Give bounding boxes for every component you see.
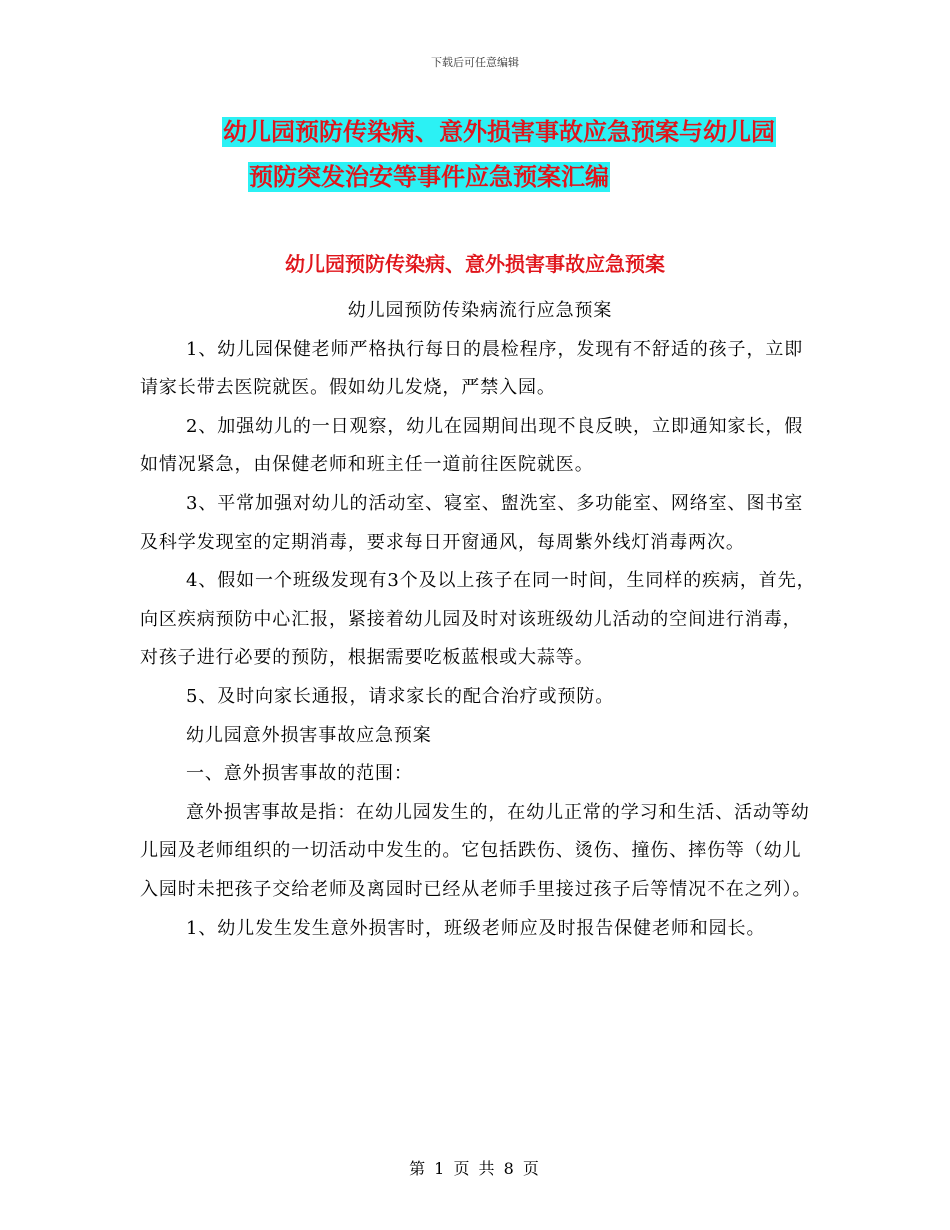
title-line-1-text: 幼儿园预防传染病、意外损害事故应急预案与幼儿园: [223, 118, 775, 146]
document-title-line-1: [24, 112, 950, 147]
section2-paragraph-1: 意外损害事故是指：在幼儿园发生的，在幼儿正常的学习和生活、活动等幼儿园及老师组织的一切活动中发生的。它包括跌伤、烫伤、撞伤、摔伤等（幼儿入园时未把孩子交给老师及离园时已经从老师手里接过孩子后等情况不在之列）。: [140, 801, 812, 900]
paragraph-2: 2、加强幼儿的一日观察，幼儿在园期间出现不良反映，立即通知家长，假如情况紧急，由保健老师和班主任一道前往医院就医。: [140, 415, 804, 476]
paragraph-1: 1、幼儿园保健老师严格执行每日的晨检程序，发现有不舒适的孩子，立即请家长带去医院就医。假如幼儿发烧，严禁入园。: [140, 338, 804, 399]
section2-subheading: 一、意外损害事故的范围：: [186, 763, 413, 785]
section2-paragraph-2: 1、幼儿发生发生意外损害时，班级老师应及时报告保健老师和园长。: [186, 917, 766, 939]
page-footer: 第 1 页 共 8 页: [409, 1159, 541, 1178]
header-note: 下载后可任意编辑: [431, 56, 519, 69]
paragraph-5: 5、及时向家长通报，请求家长的配合治疗或预防。: [186, 685, 615, 707]
document-body: [140, 292, 820, 948]
paragraph-4: 4、假如一个班级发现有3个及以上孩子在同一时间，生同样的疾病，首先，向区疾病预防中心汇报，紧接着幼儿园及时对该班级幼儿活动的空间进行消毒，对孩子进行必要的预防，根据需要吃板蓝根或大蒜等。: [140, 570, 816, 669]
section2-heading: 幼儿园意外损害事故应急预案: [186, 724, 432, 746]
paragraph-3: 3、平常加强对幼儿的活动室、寝室、盥洗室、多功能室、网络室、图书室及科学发现室的定期消毒，要求每日开窗通风，每周紫外线灯消毒两次。: [140, 492, 804, 553]
title-line-2-text: 预防突发治安等事件应急预案汇编: [249, 163, 609, 191]
document-title-line-2: [0, 157, 904, 192]
section-title: 幼儿园预防传染病、意外损害事故应急预案: [285, 252, 665, 276]
subtitle: 幼儿园预防传染病流行应急预案: [347, 300, 613, 321]
